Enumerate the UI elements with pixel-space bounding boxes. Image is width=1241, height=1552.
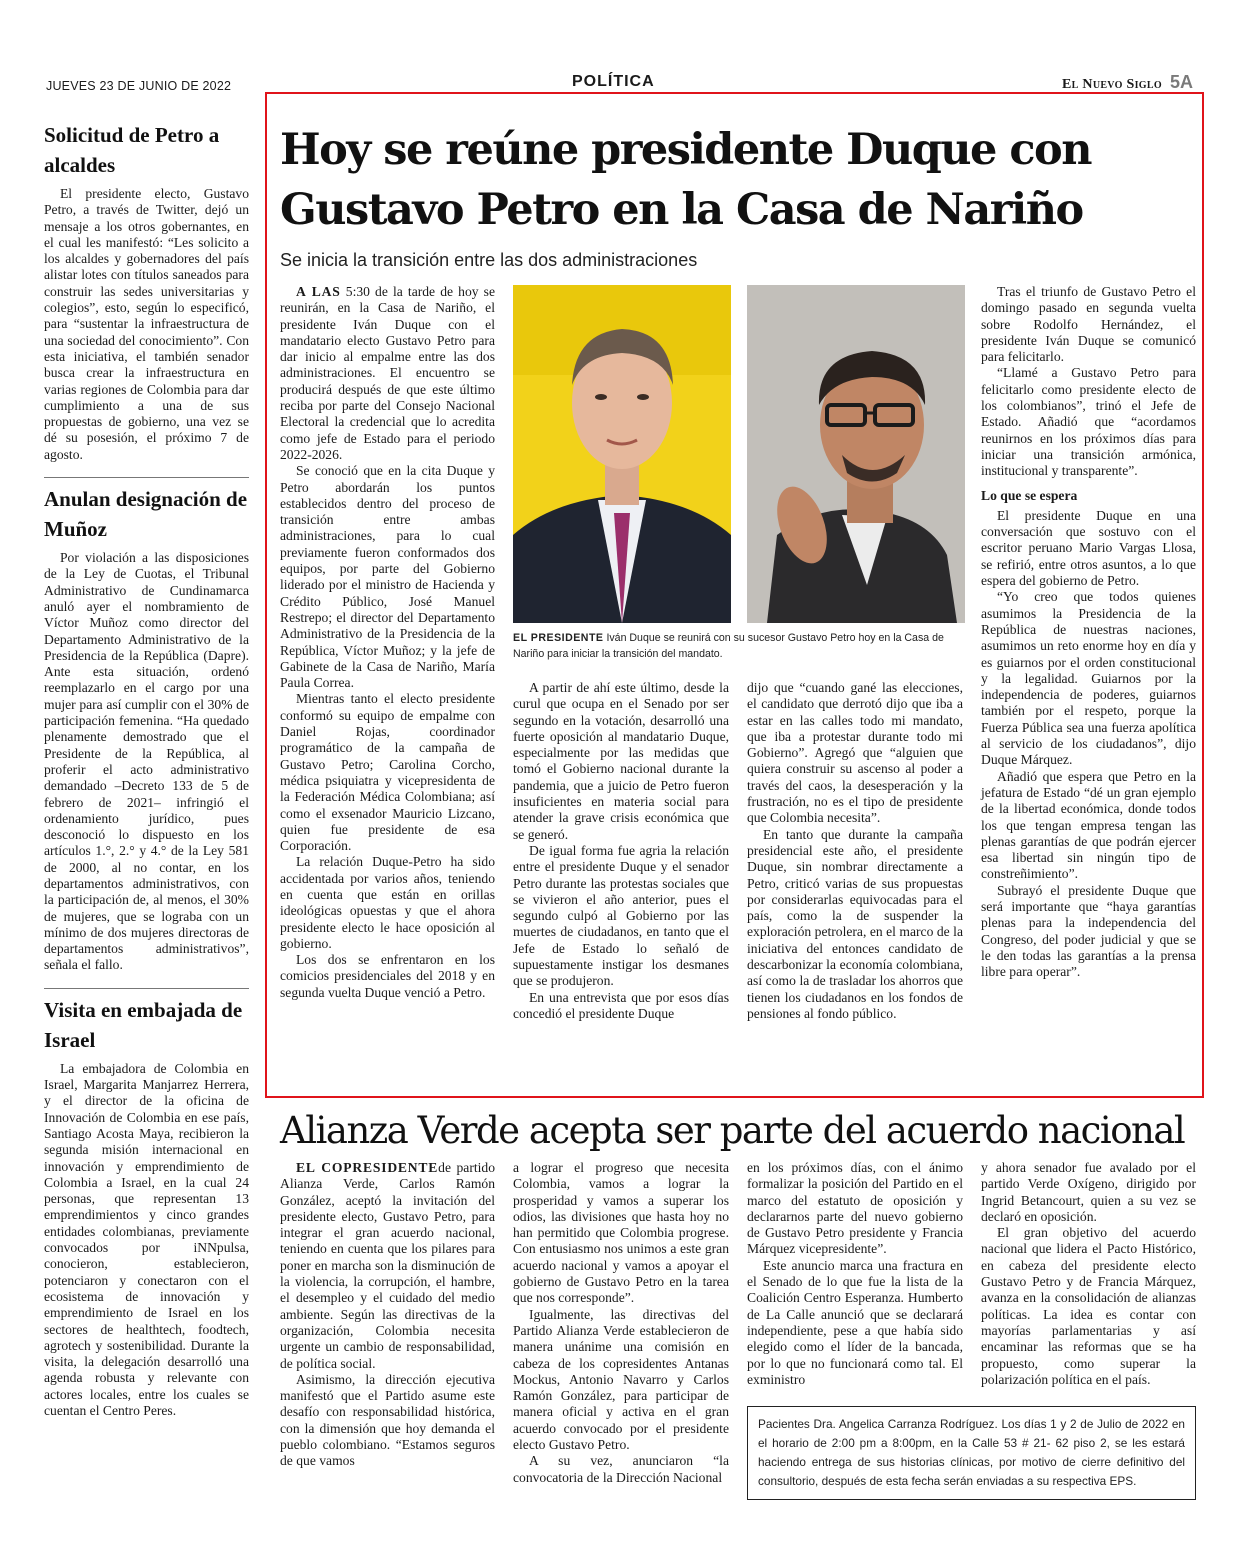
paragraph: en los próximos días, con el ánimo formalizar la posición del Partido en el marco del estatuto de oposición y declararnos parte del nuevo gobierno de Gustavo Petro presidente y Francia Márquez vicepresidente”. bbox=[747, 1160, 963, 1257]
sidebar-story-3-text: La embajadora de Colombia en Israel, Margarita Manjarrez Herrera, y el director de la oficina de Innovación de Colombia en ese país, Santiago Acosta Maya, recibieron la segunda misión internacional en innovación y emprendimiento de Colombia a Israel, en la cual 24 personas, que representan 13 emprendimientos y cinco grandes entidades colombianas, previamente convocados por iNNpulsa, conocieron, establecieron, potenciaron y conectaron con el ecosistema de innovación y emprendimiento de Israel en los sectores de healthtech, foodtech, agrotech y sostenibilidad. Durante la visita, la delegación desarrolló una agenda robusta y relevante con actores locales, entre los cuales se cuentan el Centro Peres. bbox=[44, 1060, 249, 1418]
paragraph: A su vez, anunciaron “la convocatoria de la Dirección Nacional bbox=[513, 1453, 729, 1485]
paragraph: de partido Alianza Verde, Carlos Ramón González, aceptó la invitación del presidente electo, Gustavo Petro, para integrar el gran acuerdo nacional, teniendo en cuenta que los pilares para poner en marcha son la disminución de la violencia, la corrupción, el hambre, el desempleo y el cuidado del medio ambiente. Según las directivas de la organización, Colombia necesita urgente un cambio de responsabilidad, de política social. bbox=[280, 1160, 495, 1371]
paragraph: a lograr el progreso que necesita Colombia, vamos a lograr la prosperidad y vamos a superar los odios, las divisiones que hasta hoy no han permitido que Colombia progrese. Con entusiasmo nos unimos a este gran acuerdo nacional y vamos a apoyar el gobierno de Gustavo Petro en la tarea que nos corresponde”. bbox=[513, 1160, 729, 1306]
main-headline: Hoy se reúne presidente Duque con Gustavo Petro en la Casa de Nariño bbox=[280, 125, 1092, 235]
paragraph: Subrayó el presidente Duque que será importante que “haya garantías plenas para la independencia del Congreso, del poder judicial y que se le den todas las garantías a la prensa libre para operar”. bbox=[981, 882, 1196, 980]
paragraph: En una entrevista que por esos días concedió el presidente Duque bbox=[513, 989, 729, 1021]
paragraph: “Yo creo que todos quienes asumimos la Presidencia de la República de nuestras naciones, asumimos un reto enorme hoy en día y es guiarnos por el orden constitucional y la legalidad. Guiarnos por la independencia de poderes, guiarnos también por el respeto, porque la Fuerza Pública sea una fuerza apolítica al servicio de los ciudadanos”, dijo Duque Márquez. bbox=[981, 589, 1196, 768]
divider bbox=[44, 988, 249, 989]
second-col-2 bbox=[513, 1160, 729, 1486]
photo-ivan-duque bbox=[513, 285, 731, 623]
paragraph: dijo que “cuando gané las elecciones, el candidato que derrotó dijo que iba a estar en las calles todo mi mandato, que iba a protestar durante todo mi Gobierno”. Agregó que “alguien que quiera construir su ascenso al poder a través del caos, la desesperación y la frustración, no es el tipo de presidente que Colombia necesita”. bbox=[747, 680, 963, 826]
photo-gustavo-petro bbox=[747, 285, 965, 623]
paragraph: Añadió que espera que Petro en la jefatura de Estado “dé un gran ejemplo de la libertad económica, donde todos los que tengan empresa tengan las plenas garantías de que podrán ejercer esa libertad sin ningún tipo de constreñimiento”. bbox=[981, 768, 1196, 882]
paragraph: A partir de ahí este último, desde la curul que ocupa en el Senado por ser segundo en la votación, desarrolló una fuerte oposición al mandatario Duque, especialmente por las medidas que tomó el Gobierno nacional durante la pandemia, que a juicio de Petro fueron insuficientes en materia social para atender la grave crisis económica que se generó. bbox=[513, 680, 729, 842]
sidebar bbox=[44, 120, 249, 1419]
second-col-3 bbox=[747, 1160, 963, 1388]
photo-caption bbox=[513, 630, 965, 662]
main-col-4 bbox=[981, 284, 1196, 980]
lead-in: EL COPRESIDENTE bbox=[296, 1160, 439, 1175]
sidebar-story-1 bbox=[44, 186, 249, 463]
paragraph: Igualmente, las directivas del Partido Alianza Verde establecieron de manera unánime una comisión en cabeza de los copresidentes Antanas Mockus, Antonio Navarro y Carlos Ramón González, para participar de manera oficial y activa en el gran acuerdo convocado por el presidente electo Gustavo Petro. bbox=[513, 1306, 729, 1453]
sidebar-story-1-text: El presidente electo, Gustavo Petro, a través de Twitter, dejó un mensaje a los otros gobernantes, en el cual les manifestó: “Les solicito a los alcaldes y gobernadores del país alistar lotes con títulos saneados para construir las sedes universitarias y colegios”, esto, según lo especificó, para “sustentar la infraestructura de una sociedad del conocimiento”. Con esta iniciativa, el también senador busca crear la infraestructura en varias regiones de Colombia para dar cumplimiento a una de sus propuestas de gobierno, una vez se dé su posesión, el próximo 7 de agosto. bbox=[44, 186, 249, 462]
paragraph: “Llamé a Gustavo Petro para felicitarlo como presidente electo de los colombianos”, trinó el Jefe de Estado. Añadió que “acordamos reunirnos en los próximos días para iniciar una transición armónica, institucional y transparente”. bbox=[981, 365, 1196, 479]
paragraph: Mientras tanto el electo presidente conformó su equipo de empalme con Daniel Rojas, coordinador programático de la campaña de Gustavo Petro; Carolina Corcho, médica psiquiatra y vicepresidenta de la Federación Médica Colombiana; así como el exsenador Mauricio Lizcano, quien fue presidente de esa Corporación. bbox=[280, 691, 495, 854]
sidebar-story-3 bbox=[44, 1061, 249, 1420]
paragraph: La relación Duque-Petro ha sido accidentada por varios años, teniendo en cuenta que están en orillas ideológicas opuestas y que el ahora presidente electo le hace oposición al gobierno. bbox=[280, 854, 495, 951]
second-col-4 bbox=[981, 1160, 1196, 1388]
paragraph: En tanto que durante la campaña presidencial este año, el presidente Duque, sin nombrar directamente a Petro, criticó varias de sus propuestas por considerarlas equivocadas para el país, como la de suspender la exploración petrolera, en el marco de la iniciativa del entonces candidato de descarbonizar la economía colombiana, así como la de trasladar los ahorros que tienen los ciudadanos en los fondos de pensiones al fondo público. bbox=[747, 826, 963, 1021]
paragraph: Los dos se enfrentaron en los comicios presidenciales del 2018 y en segunda vuelta Duque venció a Petro. bbox=[280, 952, 495, 1000]
divider bbox=[44, 477, 249, 478]
paragraph: El gran objetivo del acuerdo nacional que lidera el Pacto Histórico, en cabeza del presidente electo Gustavo Petro y de Francia Márquez, avanza en la consolidación de alianzas políticas. La idea es contar con mayorías parlamentarias y así encaminar las reformas que se ha propuesto, como superar la polarización política en el país. bbox=[981, 1225, 1196, 1387]
caption-label: EL PRESIDENTE bbox=[513, 632, 604, 644]
second-headline: Alianza Verde acepta ser parte del acuerdo nacional bbox=[280, 1109, 1185, 1152]
section-name: POLÍTICA bbox=[572, 73, 655, 90]
paragraph: Asimismo, la dirección ejecutiva manifestó que el Partido asume este desafío con responsabilidad histórica, con la dimensión que hoy demanda el pueblo colombiano. “Estamos seguros de que vamos bbox=[280, 1371, 495, 1469]
portrait-image bbox=[747, 285, 965, 623]
main-col-3 bbox=[747, 680, 963, 1022]
sidebar-headline-2: Anulan designación de Muñoz bbox=[44, 487, 248, 542]
issue-date: JUEVES 23 DE JUNIO DE 2022 bbox=[46, 79, 232, 93]
main-col-2 bbox=[513, 680, 729, 1022]
caption-text: Iván Duque se reunirá con su sucesor Gustavo Petro hoy en la Casa de Nariño para iniciar la transición del mandato. bbox=[513, 632, 944, 660]
paragraph: Este anuncio marca una fractura en el Senado de lo que fue la lista de la Coalición Centro Esperanza. Humberto de La Calle anunció que se declarará independiente, pese a que había sido elegido como el líder de la bancada, por lo que no funcionará como tal. El exministro bbox=[747, 1257, 963, 1387]
paragraph: El presidente Duque en una conversación que sostuvo con el escritor peruano Mario Vargas Llosa, se refirió, entre otros asuntos, a lo que espera del gobierno de Petro. bbox=[981, 507, 1196, 589]
main-subtitle: Se inicia la transición entre las dos administraciones bbox=[280, 250, 698, 270]
paragraph: De igual forma fue agria la relación entre el presidente Duque y el senador Petro durante las protestas sociales que se vivieron el año anterior, pues el segundo culpó al Gobierno por las muertes de ciudadanos, en tanto que el Jefe de Estado lo señaló de supuestamente instigar los desmanes que se produjeron. bbox=[513, 842, 729, 989]
sidebar-story-2-text: Por violación a las disposiciones de la Ley de Cuotas, el Tribunal Administrativo de Cundinamarca anuló ayer el nombramiento de Víctor Muñoz como director del Departamento Administrativo de la Presidencia de la República (Dapre). Ante esta situación, ordenó reemplazarlo en el cargo por una mujer para así cumplir con el 30% de participación femenina. “Ha quedado plenamente demostrado que el Presidente de la República, al proferir el acto administrativo demandado –Decreto 133 de 5 de febrero de 2021– infringió el ordenamiento jurídico, pues desconoció lo dispuesto en los artículos 1.°, 2.° y 4.° de la Ley 581 de 2000, al no contar, en los departamentos administrativos, con la participación de, al menos, el 30% de mujeres, que se lograba con un mínimo de dos mujeres directoras de departamentos administrativos”, señala el fallo. bbox=[44, 550, 249, 973]
paragraph: Se conoció que en la cita Duque y Petro abordarán los puntos establecidos dentro del proceso de transición entre ambas administraciones, para lo cual previamente fueron conformados dos equipos, por parte del Gobierno liderado por el ministro de Hacienda y Crédito Público, José Manuel Restrepo; el director del Departamento Administrativo de la Presidencia de la República, Víctor Muñoz; y la jefe de Gabinete de la Casa de Nariño, María Paula Correa. bbox=[280, 463, 495, 691]
main-col-1 bbox=[280, 284, 495, 1001]
paragraph: Tras el triunfo de Gustavo Petro el domingo pasado en segunda vuelta sobre Rodolfo Hernández, el presidente Iván Duque se comunicó para felicitarlo. bbox=[981, 284, 1196, 365]
sidebar-story-2 bbox=[44, 550, 249, 974]
sidebar-headline-3: Visita en embajada de Israel bbox=[44, 997, 243, 1052]
portrait-image bbox=[513, 285, 731, 623]
lead-in: A LAS bbox=[296, 284, 341, 299]
section-subhead: Lo que se espera bbox=[981, 487, 1078, 503]
newspaper-name: El Nuevo Siglo bbox=[1062, 77, 1162, 92]
paragraph: y ahora senador fue avalado por el partido Verde Oxígeno, dirigido por Ingrid Betancourt, quien a su vez se declaró en oposición. bbox=[981, 1160, 1196, 1224]
classified-notice: Pacientes Dra. Angelica Carranza Rodríguez. Los días 1 y 2 de Julio de 2022 en el horario de 2:00 pm a 8:00pm, en la Calle 53 # 21- 62 piso 2, se les estará haciendo entrega de sus historias clínicas, por motivo de cierre definitivo del consultorio, después de esta fecha serán enviadas a su respectiva EPS. bbox=[747, 1406, 1196, 1500]
paragraph: 5:30 de la tarde de hoy se reunirán, en la Casa de Nariño, el presidente Iván Duque con el mandatario electo Gustavo Petro para dar inicio al empalme entre las dos administraciones. El encuentro se producirá después de que este último reciba por parte del Consejo Nacional Electoral la credencial que lo acredita como jefe de Estado para el periodo 2022-2026. bbox=[280, 284, 495, 462]
sidebar-headline-1: Solicitud de Petro a alcaldes bbox=[44, 123, 220, 177]
second-col-1 bbox=[280, 1160, 495, 1470]
page-number: 5A bbox=[1170, 72, 1194, 92]
